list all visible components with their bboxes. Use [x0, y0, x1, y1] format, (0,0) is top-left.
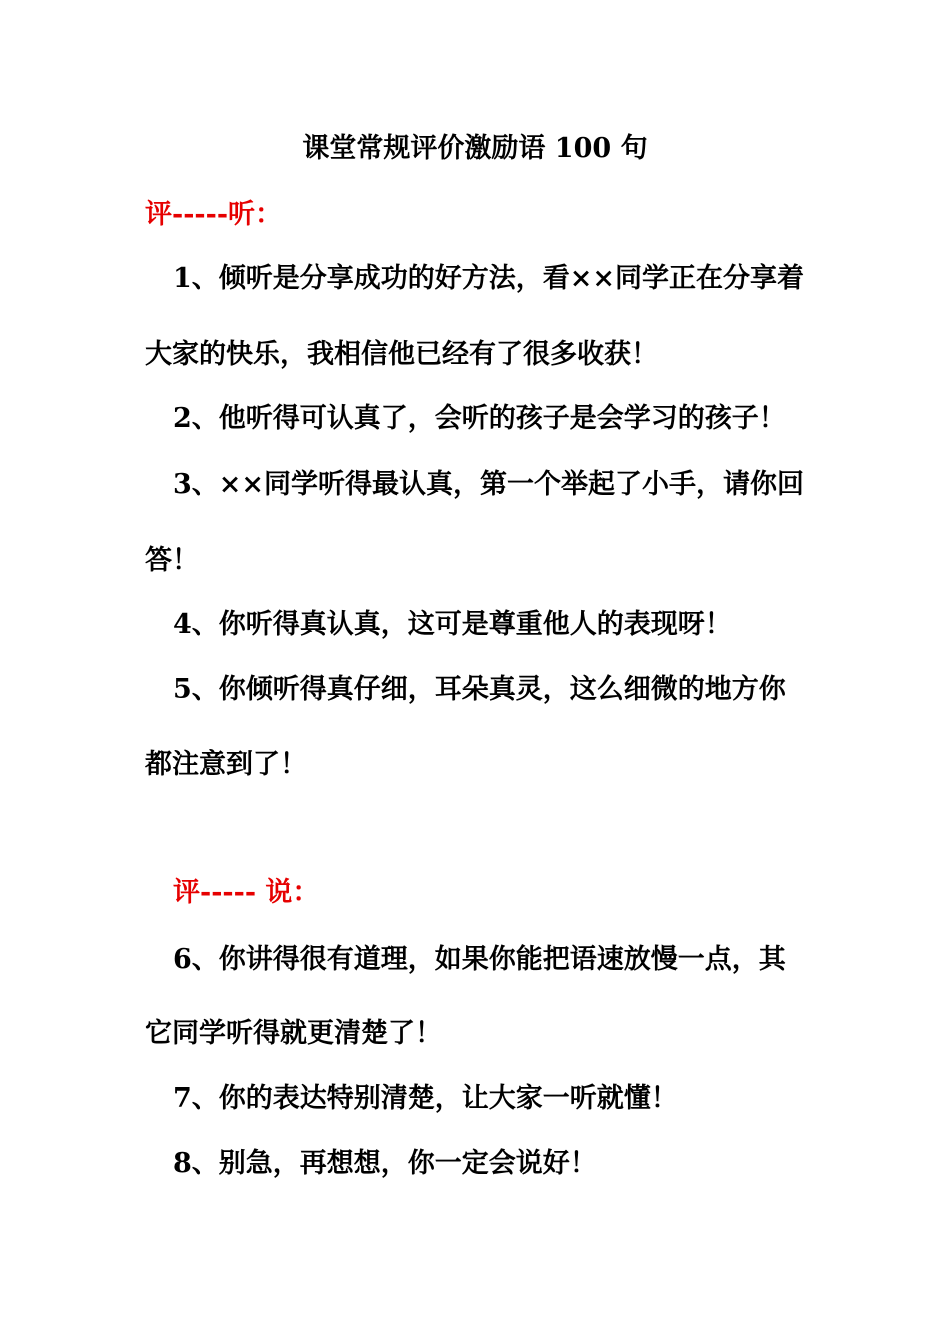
- item-6-line-2: 它同学听得就更清楚了！: [145, 1018, 442, 1049]
- item-5-line-2: 都注意到了！: [145, 749, 307, 780]
- item-8-line-1: 8、别急，再想想，你一定会说好！: [173, 1148, 597, 1179]
- item-1-line-2: 大家的快乐，我相信他已经有了很多收获！: [145, 339, 658, 370]
- item-7-line-1: 7、你的表达特别清楚，让大家一听就懂！: [173, 1083, 678, 1114]
- item-2-line-1: 2、他听得可认真了，会听的孩子是会学习的孩子！: [173, 403, 786, 434]
- item-4-line-1: 4、你听得真认真，这可是尊重他人的表现呀！: [173, 609, 732, 640]
- item-1-line-1: 1、倾听是分享成功的好方法，看××同学正在分享着: [173, 263, 805, 294]
- document-title: 课堂常规评价激励语 100 句: [302, 133, 648, 164]
- item-5-line-1: 5、你倾听得真仔细，耳朵真灵，这么细微的地方你: [173, 674, 786, 705]
- item-3-line-1: 3、××同学听得最认真，第一个举起了小手，请你回: [173, 469, 805, 500]
- section-heading-speak: 评----- 说：: [173, 877, 320, 908]
- section-heading-listen: 评-----听：: [145, 199, 283, 230]
- item-6-line-1: 6、你讲得很有道理，如果你能把语速放慢一点，其: [173, 944, 786, 975]
- item-3-line-2: 答！: [145, 545, 199, 576]
